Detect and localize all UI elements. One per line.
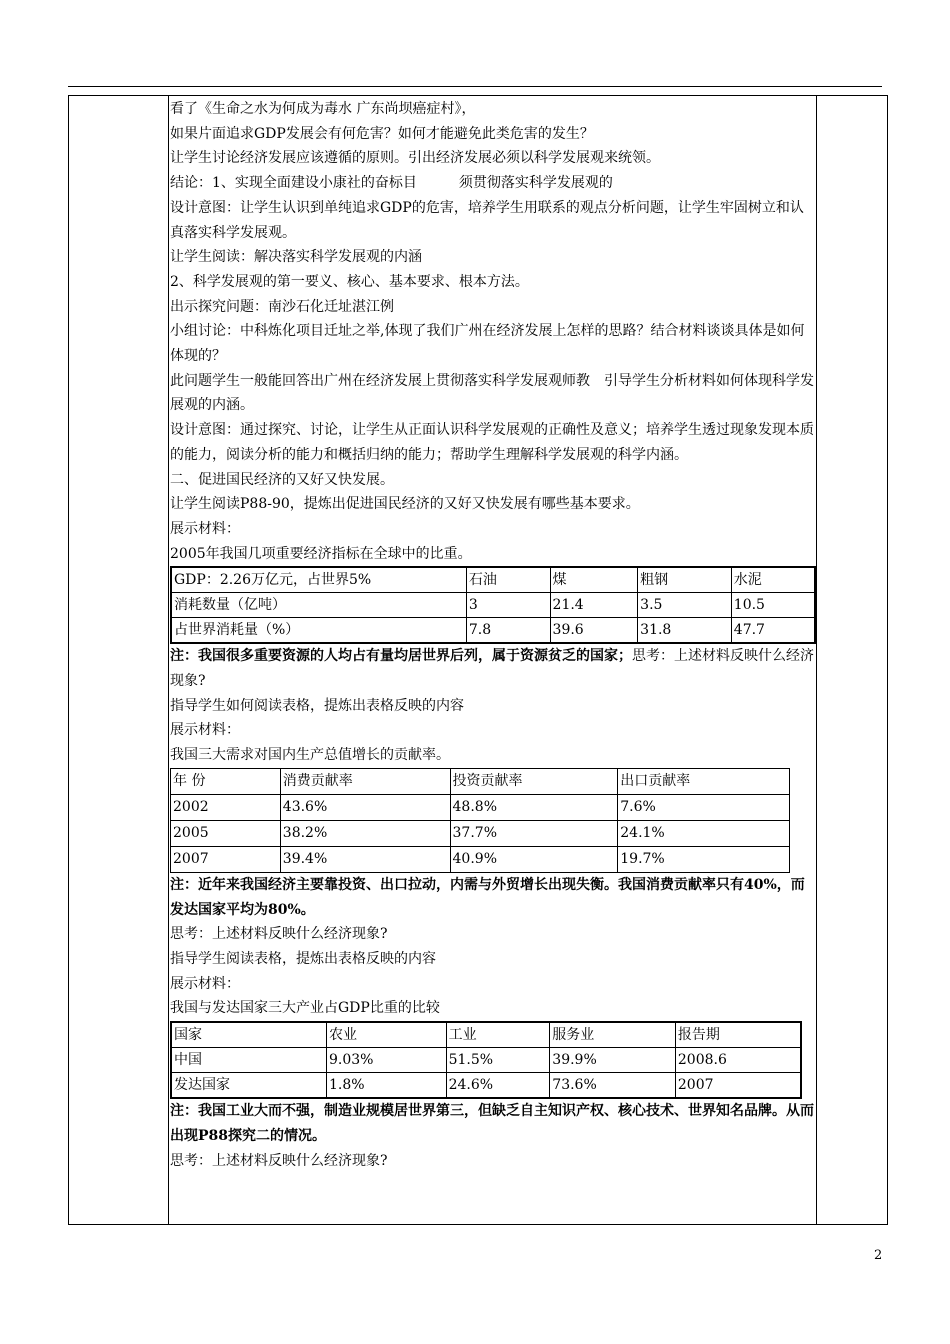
paragraph-group-c xyxy=(170,922,816,1021)
table-cell: 工业 xyxy=(446,1022,550,1048)
table-cell: 水泥 xyxy=(731,567,815,593)
table-cell: 投资贡献率 xyxy=(450,768,618,794)
paragraph: 看了《生命之水为何成为毒水 广东尚坝癌症村》， xyxy=(170,101,476,117)
table-cell: 2007 xyxy=(171,846,281,872)
right-column-line xyxy=(816,95,817,1225)
table-cell: 21.4 xyxy=(550,593,638,618)
paragraph: 2、科学发展观的第一要义、核心、基本要求、根本方法。 xyxy=(170,273,529,290)
paragraph: 2005年我国几项重要经济指标在全球中的比重。 xyxy=(170,545,472,562)
paragraph: 二、促进国民经济的又好又快发展。 xyxy=(170,471,394,488)
table-cell: 48.8% xyxy=(450,794,618,820)
table-cell: 报告期 xyxy=(675,1022,801,1048)
resource-consumption-table xyxy=(170,566,816,644)
table-cell: 服务业 xyxy=(550,1022,676,1048)
table-cell: 粗钢 xyxy=(638,567,732,593)
header-rule xyxy=(68,86,882,87)
table-cell: 31.8 xyxy=(638,618,732,644)
note-industry: 注：我国工业大而不强，制造业规模居世界第三，但缺乏自主知识产权、核心技术、世界知名品牌。从而出现P88探究二的情况。 xyxy=(170,1103,814,1144)
table-cell: 国家 xyxy=(171,1022,326,1048)
table-cell: 中国 xyxy=(171,1048,326,1073)
table-row xyxy=(171,1073,801,1099)
paragraph-group-b xyxy=(170,694,816,768)
table-cell: 7.6% xyxy=(618,794,790,820)
table-cell: 发达国家 xyxy=(171,1073,326,1099)
paragraph: 如果片面追求GDP发展会有何危害？如何才能避免此类危害的发生？ xyxy=(170,125,594,142)
table-cell: 农业 xyxy=(326,1022,446,1048)
paragraph: 设计意图：通过探究、讨论，让学生从正面认识科学发展观的正确性及意义；培养学生透过现象发现本质的能力，阅读分析的能力和概括归纳的能力；帮助学生理解科学发展观的科学内涵。 xyxy=(170,422,814,463)
paragraph-group-a xyxy=(170,97,816,566)
table-cell: 出口贡献率 xyxy=(618,768,790,794)
paragraph: 思考：上述材料反映什么经济现象? xyxy=(170,926,388,943)
table-cell: 9.03% xyxy=(326,1048,446,1073)
table-cell: 7.8 xyxy=(466,618,550,644)
table-cell: 消耗数量（亿吨） xyxy=(171,593,466,618)
note-resources-think: 思考：上述材料反映什么经济现象? xyxy=(170,648,814,690)
table-cell: 占世界消耗量（%） xyxy=(171,618,466,644)
table-row xyxy=(171,1022,801,1048)
table-cell: 39.4% xyxy=(280,846,450,872)
note-resources-bold: 注：我国很多重要资源的人均占有量均居世界后列，属于资源贫乏的国家； xyxy=(170,648,632,665)
table-cell: 24.1% xyxy=(618,820,790,846)
table-cell: 37.7% xyxy=(450,820,618,846)
paragraph: 展示材料： xyxy=(170,722,240,739)
table-cell: 石油 xyxy=(466,567,550,593)
table-row xyxy=(171,1048,801,1073)
demand-contribution-table xyxy=(170,768,790,873)
table-cell: 10.5 xyxy=(731,593,815,618)
industry-share-table xyxy=(170,1021,802,1099)
table-cell: 2008.6 xyxy=(675,1048,801,1073)
final-question: 思考：上述材料反映什么经济现象? xyxy=(170,1152,388,1169)
left-column-line xyxy=(168,95,169,1225)
table-cell: 39.9% xyxy=(550,1048,676,1073)
paragraph: 小组讨论：中科炼化项目迁址之举,体现了我们广州在经济发展上怎样的思路？结合材料谈谈具体是如何体现的？ xyxy=(170,323,805,365)
table-cell: 2002 xyxy=(171,794,281,820)
paragraph: 设计意图：让学生认识到单纯追求GDP的危害，培养学生用联系的观点分析问题，让学生牢固树立和认真落实科学发展观。 xyxy=(170,199,804,241)
table-cell: GDP：2.26万亿元，占世界5% xyxy=(171,567,466,593)
table-cell: 51.5% xyxy=(446,1048,550,1073)
lesson-content xyxy=(170,97,816,1173)
table-cell: 3.5 xyxy=(638,593,732,618)
table-row xyxy=(171,768,790,794)
table-cell: 43.6% xyxy=(280,794,450,820)
table-cell: 47.7 xyxy=(731,618,815,644)
paragraph: 指导学生如何阅读表格，提炼出表格反映的内容 xyxy=(170,697,464,714)
table-row xyxy=(171,794,790,820)
table-cell: 19.7% xyxy=(618,846,790,872)
table-cell: 2007 xyxy=(675,1073,801,1099)
table-cell: 1.8% xyxy=(326,1073,446,1099)
table-cell: 39.6 xyxy=(550,618,638,644)
paragraph: 出示探究问题：南沙石化迁址湛江例 xyxy=(170,298,394,315)
table-cell: 年 份 xyxy=(171,768,281,794)
paragraph: 让学生阅读P88-90，提炼出促进国民经济的又好又快发展有哪些基本要求。 xyxy=(170,496,640,513)
table-cell: 消费贡献率 xyxy=(280,768,450,794)
paragraph: 展示材料： xyxy=(170,975,240,992)
table-cell: 73.6% xyxy=(550,1073,676,1099)
paragraph: 我国三大需求对国内生产总值增长的贡献率。 xyxy=(170,747,450,764)
paragraph: 结论：1、实现全面建设小康社的奋标目 须贯彻落实科学发展观的 xyxy=(170,175,613,192)
table-cell: 24.6% xyxy=(446,1073,550,1099)
page-number: 2 xyxy=(874,1248,883,1263)
paragraph: 此问题学生一般能回答出广州在经济发展上贯彻落实科学发展观师教 引导学生分析材料如何体现科学发展观的内涵。 xyxy=(170,372,814,414)
table-row xyxy=(171,593,815,618)
table-cell: 38.2% xyxy=(280,820,450,846)
table-row xyxy=(171,567,815,593)
table-row xyxy=(171,820,790,846)
paragraph: 指导学生阅读表格，提炼出表格反映的内容 xyxy=(170,950,436,967)
paragraph: 让学生讨论经济发展应该遵循的原则。引出经济发展必须以科学发展观来统领。 xyxy=(170,150,660,167)
table-cell: 2005 xyxy=(171,820,281,846)
table-row xyxy=(171,846,790,872)
table-row xyxy=(171,618,815,644)
paragraph: 展示材料： xyxy=(170,520,240,537)
paragraph: 我国与发达国家三大产业占GDP比重的比较 xyxy=(170,1000,440,1017)
note-demand: 注：近年来我国经济主要靠投资、出口拉动，内需与外贸增长出现失衡。我国消费贡献率只有40%，而发达国家平均为80%。 xyxy=(170,876,805,918)
table-cell: 煤 xyxy=(550,567,638,593)
paragraph: 让学生阅读：解决落实科学发展观的内涵 xyxy=(170,249,422,266)
table-cell: 40.9% xyxy=(450,846,618,872)
note-resources xyxy=(170,644,816,693)
table-cell: 3 xyxy=(466,593,550,618)
